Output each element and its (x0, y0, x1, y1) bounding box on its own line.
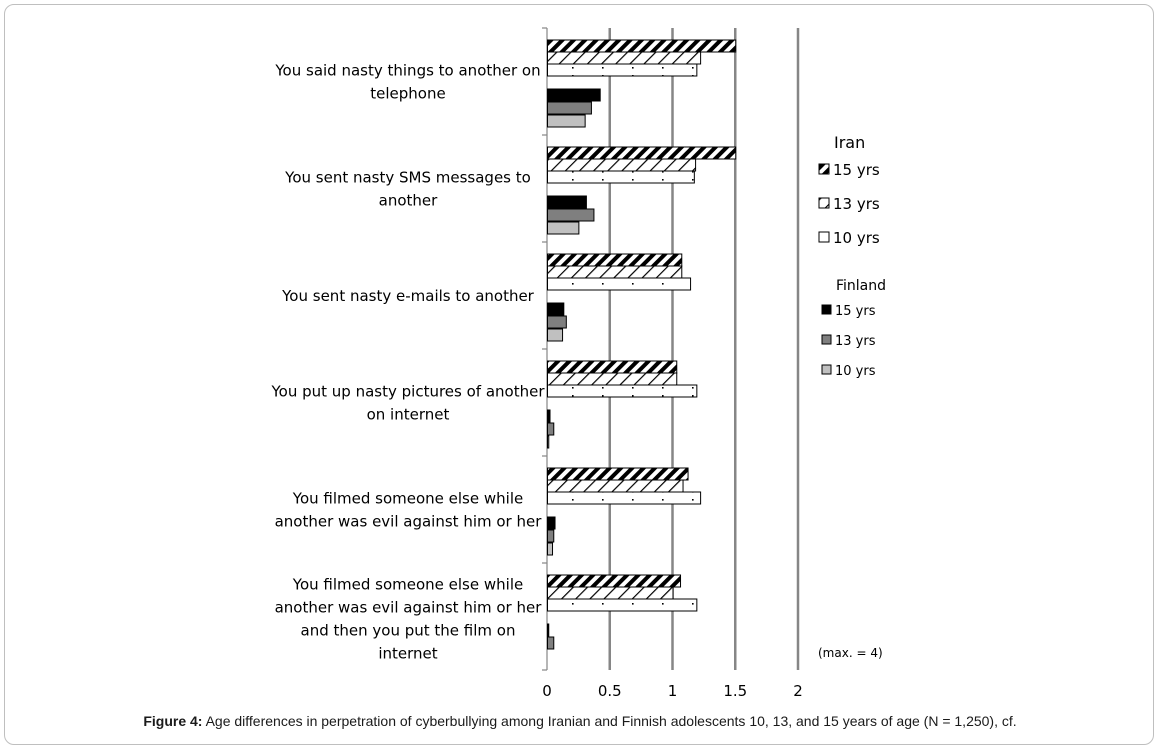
category-label: You filmed someone else while (292, 489, 524, 508)
bar (548, 209, 594, 221)
legend-title-finland: Finland (836, 278, 887, 294)
bar (548, 171, 695, 183)
legend-entry: 13 yrs (833, 195, 880, 213)
category-label: You sent nasty e-mails to another (282, 287, 534, 305)
bar (548, 361, 677, 373)
bar (548, 530, 554, 542)
bar (548, 147, 736, 159)
category-label: You sent nasty SMS messages to (285, 168, 531, 187)
x-tick-label: 1 (667, 682, 678, 700)
max-note: (max. = 4) (818, 646, 883, 660)
category-label: and then you put the film on (300, 621, 516, 640)
legend (819, 133, 886, 379)
legend-entry: 10 yrs (835, 364, 876, 379)
category-labels (271, 62, 546, 663)
bar (548, 303, 564, 315)
bar (548, 543, 553, 555)
bar (548, 587, 674, 599)
bar (548, 222, 579, 234)
bar (548, 624, 549, 636)
legend-swatch (819, 232, 829, 242)
bar (548, 385, 697, 397)
category-label: on internet (366, 405, 450, 424)
category-label: another was evil against him or her (274, 598, 542, 617)
bar (548, 254, 682, 266)
legend-swatch (822, 335, 831, 344)
caption-label: Figure 4: (143, 713, 203, 729)
legend-swatch (822, 305, 831, 314)
bar (548, 517, 556, 529)
bar (548, 64, 697, 76)
bar (548, 196, 587, 208)
category-label: telephone (370, 84, 446, 103)
legend-title-iran: Iran (834, 133, 866, 152)
bar (548, 492, 701, 504)
bar (548, 40, 736, 52)
category-label: You put up nasty pictures of another (271, 382, 545, 401)
bar (548, 266, 682, 278)
caption-text: Age differences in perpetration of cyberbullying among Iranian and Finnish adolescents 10, 13, and 15 years of age (N = 1,250), cf. (202, 713, 1017, 729)
bar (548, 329, 563, 341)
bar (548, 436, 549, 448)
category-label: another was evil against him or her (274, 512, 542, 531)
bar (548, 575, 681, 587)
category-label: another (378, 191, 438, 210)
bar (548, 159, 696, 171)
category-label: You filmed someone else while (292, 575, 524, 594)
bar (548, 410, 551, 422)
bar (548, 423, 554, 435)
legend-swatch (822, 365, 831, 374)
bar (548, 599, 697, 611)
x-tick-label: 0.5 (597, 682, 622, 700)
bar (548, 316, 567, 328)
legend-entry: 15 yrs (833, 161, 880, 179)
category-label: You said nasty things to another on (275, 61, 541, 80)
figure-caption (0, 713, 1160, 729)
x-axis-ticks (542, 682, 803, 700)
bar (548, 480, 684, 492)
bar (548, 278, 691, 290)
legend-entry: 10 yrs (833, 229, 880, 247)
x-tick-label: 2 (793, 682, 803, 700)
bar (548, 637, 554, 649)
bar (548, 468, 689, 480)
legend-swatch (819, 198, 829, 208)
bars (548, 40, 736, 649)
category-label: internet (378, 644, 438, 663)
x-tick-label: 0 (542, 682, 552, 700)
legend-entry: 13 yrs (835, 334, 876, 349)
bar (548, 115, 586, 127)
legend-swatch (819, 164, 829, 174)
bar (548, 373, 677, 385)
bar (548, 102, 592, 114)
bar (548, 89, 601, 101)
bar (548, 52, 701, 64)
legend-entry: 15 yrs (835, 304, 876, 319)
x-tick-label: 1.5 (723, 682, 748, 700)
